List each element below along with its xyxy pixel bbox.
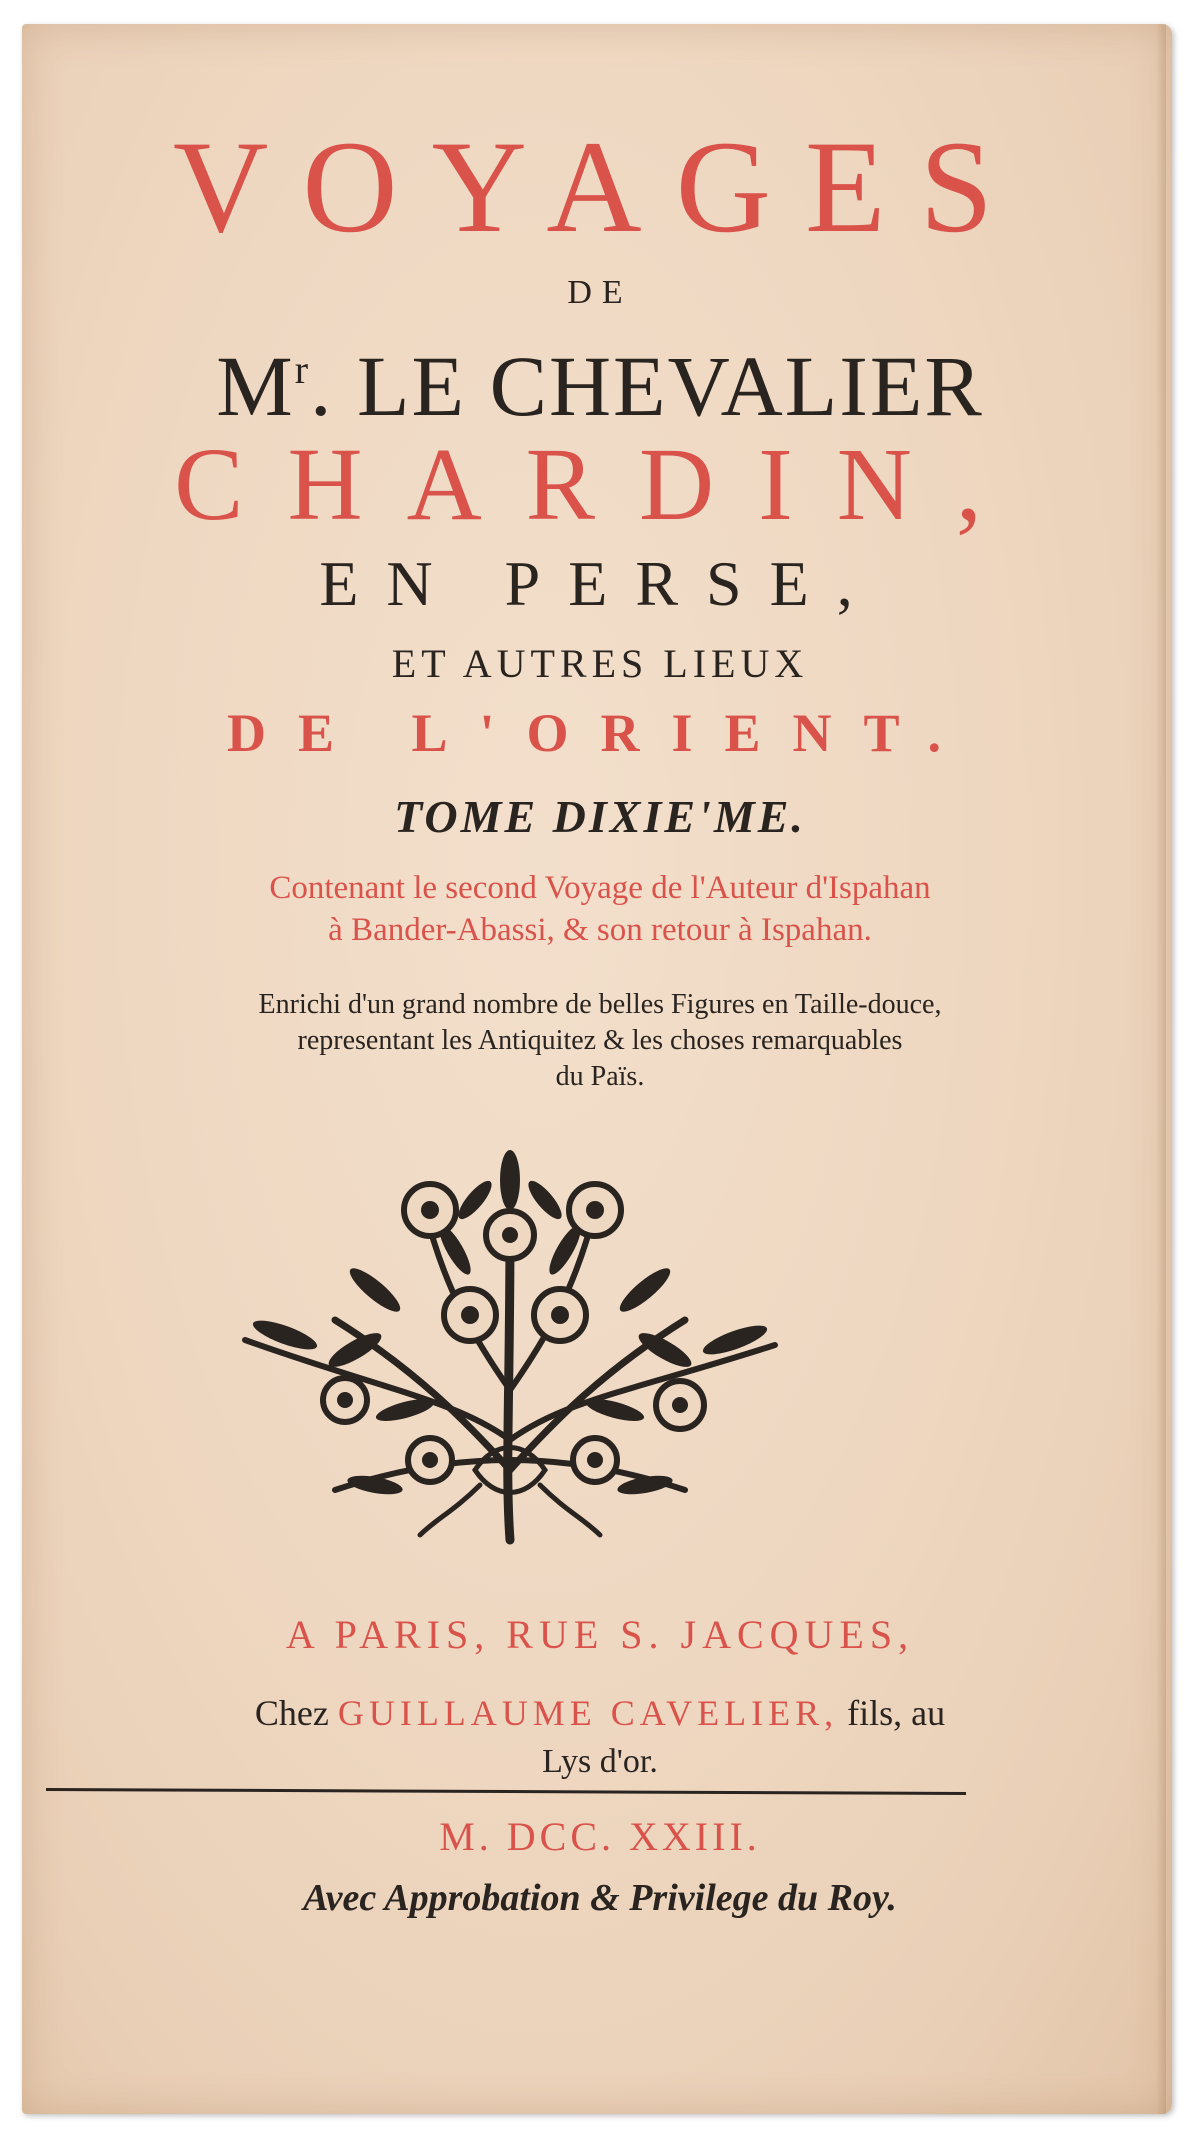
name-rest: . LE CHEVALIER: [310, 338, 984, 434]
printer-name: GUILLAUME CAVELIER,: [337, 1693, 839, 1733]
chez-label: Chez: [254, 1693, 329, 1733]
contents-line-1: Contenant le second Voyage de l'Auteur d'Ispahan: [269, 870, 931, 906]
approbation-line: Avec Approbation & Privilege du Roy.: [303, 1877, 897, 1919]
subtitle-autres-lieux: ET AUTRES LIEUX: [391, 641, 809, 686]
title-de: DE: [567, 274, 633, 311]
imprint-sign: Lys d'or.: [542, 1743, 658, 1780]
author-honorific: [0, 320, 1200, 436]
enrichi-line-2: representant les Antiquitez & les choses remarquables: [297, 1025, 903, 1056]
contents-line-2: à Bander-Abassi, & son retour à Ispahan.: [328, 912, 872, 948]
imprint-place: A PARIS, RUE S. JACQUES,: [285, 1612, 915, 1657]
subtitle-en-perse: EN PERSE,: [319, 548, 881, 619]
floral-bouquet-ornament-icon: [225, 1140, 795, 1560]
volume-label: TOME DIXIE'ME.: [394, 791, 806, 842]
imprint-printer-line: [0, 1690, 1200, 1736]
publication-year: M. DCC. XXIII.: [439, 1814, 761, 1859]
name-superscript: r: [294, 347, 311, 392]
book-title: VOYAGES: [172, 113, 1028, 260]
fils-au-label: fils, au: [847, 1693, 946, 1733]
enrichi-line-3: du Païs.: [555, 1061, 645, 1092]
enrichi-line-1: Enrichi d'un grand nombre de belles Figures en Taille-douce,: [258, 989, 942, 1020]
name-prefix: M: [216, 338, 295, 434]
subtitle-orient: DE L'ORIENT.: [226, 703, 974, 763]
author-name: CHARDIN,: [174, 427, 1026, 542]
